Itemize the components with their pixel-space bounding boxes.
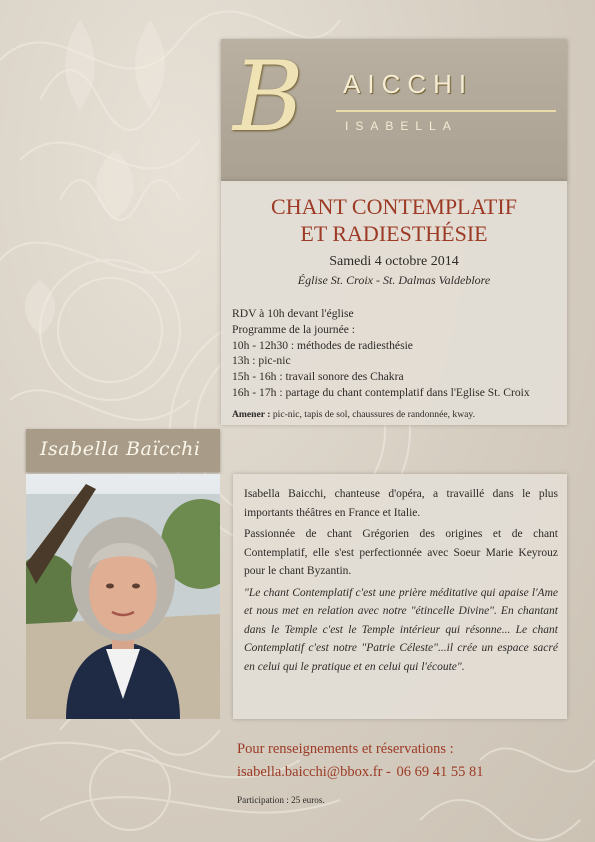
logo-firstname: ISABELLA: [345, 119, 458, 133]
event-panel: [221, 181, 567, 425]
name-banner-text: Isabella Baïcchi: [40, 438, 201, 460]
contact-separator: -: [382, 764, 395, 780]
bio-paragraph: Isabella Baicchi, chanteuse d'opéra, a travaillé dans le plus importants théâtres en France et Italie.: [244, 488, 558, 519]
event-title: [221, 193, 567, 247]
programme-line: 10h - 12h30 : méthodes de radiesthésie: [232, 338, 413, 352]
programme-line: 15h - 16h : travail sonore des Chakra: [232, 370, 404, 384]
items-to-bring-label: Amener :: [232, 409, 271, 420]
bio-paragraph: Passionnée de chant Grégorien des origines et de chant Contemplatif, elle s'est perfectionnée avec Soeur Marie Keyrouz pour le chant Byzantin.: [244, 528, 558, 577]
programme-list: [232, 306, 530, 401]
event-title-line1: CHANT CONTEMPLATIF: [271, 194, 517, 219]
contact-phone[interactable]: 06 69 41 55 81: [396, 764, 484, 780]
participation-fee: Participation : 25 euros.: [237, 795, 325, 805]
contact-heading: Pour renseignements et réservations :: [237, 741, 454, 757]
items-to-bring: [232, 409, 475, 420]
bio-quote: "Le chant Contemplatif c'est une prière méditative qui apaise l'Ame et nous met en relation avec notre "étincelle Divine". En chantant dans le Temple c'est le Temple intérieur qui résonne... Le chant Contemplatif c'est notre "Patrie Céleste"...il crée un espace sacré en celui qui le pratique et en celui qui l'écoute".: [244, 586, 558, 673]
contact-details: [237, 764, 484, 781]
bio-panel: [233, 474, 567, 719]
programme-line: 16h - 17h : partage du chant contemplatif dans l'Eglise St. Croix: [232, 385, 530, 399]
programme-line: Programme de la journée :: [232, 322, 355, 336]
bio-text: [244, 485, 558, 679]
programme-line: 13h : pic-nic: [232, 354, 291, 368]
name-banner: [26, 429, 220, 472]
logo-initial: B: [233, 41, 304, 153]
event-title-line2: ET RADIESTHÉSIE: [300, 221, 488, 246]
event-date: Samedi 4 octobre 2014: [329, 254, 459, 269]
items-to-bring-text: pic-nic, tapis de sol, chaussures de randonnée, kway.: [270, 409, 475, 420]
event-venue: Église St. Croix - St. Dalmas Valdeblore: [297, 273, 491, 287]
programme-line: RDV à 10h devant l'église: [232, 307, 354, 320]
contact-email[interactable]: isabella.baicchi@bbox.fr: [237, 764, 383, 780]
portrait-photo: [26, 474, 220, 719]
logo-surname: AICCHI: [343, 69, 474, 99]
logo-divider: [336, 110, 556, 112]
logo-block: [221, 39, 567, 181]
